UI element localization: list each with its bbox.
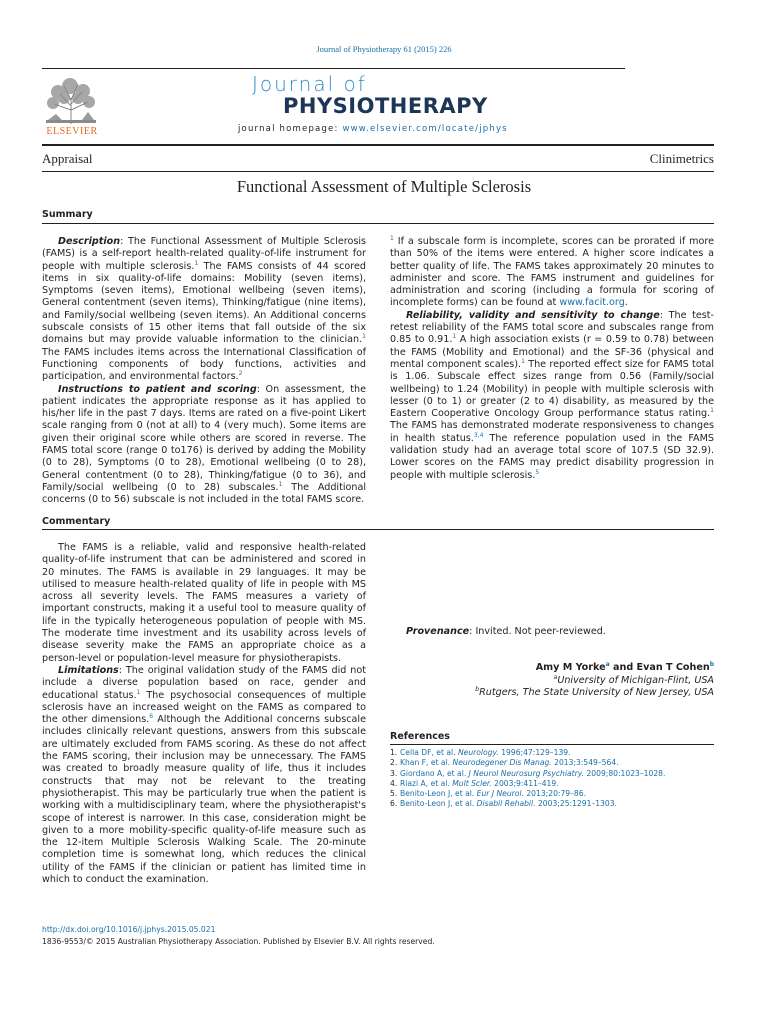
reliability-text-2: A high association exists (r = 0.59 to 0.78) between the FAMS (Mobility and Emotional) and the SF-36 (physical and mental component scales). — [390, 334, 714, 370]
reference-detail: 2009;80:1023–1028. — [584, 768, 666, 778]
author-1: Amy M Yorke — [535, 662, 606, 673]
doi-link[interactable]: http://dx.doi.org/10.1016/j.jphys.2015.05.021 — [42, 925, 216, 934]
reference-detail: 2003;25:1291–1303. — [535, 799, 617, 809]
reference-number: 5. — [390, 789, 398, 799]
reference-authors: Benito-Leon J, et al. — [400, 799, 477, 809]
journal-name: PHYSIOTHERAPY — [283, 94, 488, 118]
provenance-paragraph — [390, 626, 714, 638]
description-label: Description — [58, 236, 121, 247]
ref-1-link[interactable]: 1 — [452, 333, 457, 341]
reference-journal: Disabil Rehabil. — [476, 799, 536, 809]
masthead-divider — [42, 144, 714, 146]
reliability-text-3: The reported effect size for FAMS total is 1.06. Subscale effect sizes range from 0.56 (Family/social wellbeing) to 1.24 (Mobility) in people with multiple sclerosis with lesser (0 to 1) or greater (2 to 4) disability, as measured by the Eastern Cooperative Oncology Group performance status rating. — [390, 358, 714, 420]
author-2: and Evan T Cohen — [609, 662, 710, 673]
section-label-appraisal: Appraisal — [42, 151, 93, 166]
commentary-column-left — [42, 542, 366, 886]
instructions-text: : On assessment, the patient indicates the appropriate response as it has applied to his/her life in the past 7 days. Items are rated on a five-point Likert scale ranging from 0 (not at all) to 4 (very much). Some items are given their original score while others are scored in reverse. The FAMS total score (range 0 to176) is derived by adding the Mobility (0 to 28), Symptoms (0 to 28), Emotional wellbeing (0 to 28), General contentment (0 to 28), Thinking/fatigue (0 to 36), and Family/social wellbeing (0 to 28) subscales. — [42, 383, 366, 493]
publisher-name: ELSEVIER — [46, 126, 98, 137]
reliability-text: : The test-retest reliability of the FAMS total score and subscales range from 0.85 to 0.91. — [390, 309, 714, 346]
commentary-divider — [42, 529, 714, 530]
limitations-paragraph — [42, 665, 366, 886]
reliability-text-4: The FAMS has demonstrated moderate responsiveness to changes in health status. — [390, 420, 714, 444]
ref-2-link[interactable]: 2 — [238, 370, 243, 378]
ref-5-link[interactable]: 5 — [535, 468, 540, 476]
section-label-clinimetrics: Clinimetrics — [649, 151, 714, 166]
instructions-text-3: If a subscale form is incomplete, scores can be prorated if more than 50% of the items were entered. A higher score indicates a better quality of life. The FAMS takes approximately 20 minutes to administer and score. The FAMS instrument and guidelines for administration and scoring (including a formula for scoring of incomplete forms) can be found at — [390, 236, 714, 309]
description-paragraph — [42, 236, 366, 384]
header-divider — [42, 68, 625, 69]
ref-6-link[interactable]: 6 — [149, 713, 154, 721]
limitations-label: Limitations — [58, 664, 119, 676]
journal-of-label: Journal of — [252, 72, 367, 96]
reference-number: 2. — [390, 758, 398, 768]
reference-detail: 2013;20:79–86. — [523, 789, 586, 799]
ref-1-link[interactable]: 1 — [362, 333, 366, 341]
homepage-label: journal homepage: — [238, 124, 339, 134]
reference-detail: 1996;47:129–139. — [498, 748, 571, 757]
provenance-text: : Invited. Not peer-reviewed. — [469, 626, 606, 637]
affiliation-a-text: University of Michigan-Flint, USA — [557, 674, 714, 686]
commentary-heading: Commentary — [42, 516, 111, 527]
reference-item[interactable] — [390, 789, 714, 799]
homepage-link[interactable]: www.elsevier.com/locate/jphys — [342, 124, 508, 134]
journal-homepage — [238, 124, 508, 134]
affiliation-b-text: Rutgers, The State University of New Jersey, USA — [479, 687, 714, 698]
reference-authors: Giordano A, et al. — [400, 768, 469, 778]
reference-item[interactable] — [390, 779, 714, 789]
ref-1-link[interactable]: 1 — [194, 259, 199, 267]
facit-link[interactable]: www.facit.org — [559, 297, 625, 309]
reference-detail: 2003;9:411–419. — [491, 778, 559, 788]
article-title: Functional Assessment of Multiple Sclerosis — [236, 177, 532, 196]
references-heading: References — [390, 731, 450, 742]
reference-detail: 2013;3:549–564. — [551, 758, 619, 768]
reliability-label: Reliability, validity and sensitivity to change — [406, 309, 660, 321]
description-text-2: The FAMS consists of 44 scored items in six quality-of-life domains: Mobility (seven items), Symptoms (seven items), Emotional wellbeing (seven items), General contentment (seven items), Thinking/fatigue (nine items), and Family/social wellbeing (seven items). An Additional concerns subscale consists of 15 other items that fall outside of the six domains but may provide valuable information to the clinician. — [42, 260, 366, 346]
ref-1-link[interactable]: 1 — [136, 688, 141, 696]
limitations-text-2: The psychosocial consequences of multiple sclerosis have an increased weight on the FAMS as compared to the other dimensions. — [42, 689, 367, 726]
provenance-label: Provenance — [406, 626, 470, 637]
reference-journal: Neurology. — [457, 748, 499, 757]
ref-1-link[interactable]: 1 — [278, 480, 283, 488]
instructions-paragraph — [42, 384, 366, 507]
ref-1-link[interactable]: 1 — [390, 235, 394, 242]
instructions-continued: $^1$ If a subscale form is incomplete, scores can be prorated if more than 50% of the items were entered. A higher score indicates a better quality of life. The FAMS takes approximately 20 minutes to administer and score. The FAMS instrument and guidelines for administration and scoring (including a formula for scoring of incomplete forms) can be found at www.facit.org. — [390, 235, 714, 309]
instructions-text-2: The Additional concerns (0 to 56) subscale is not included in the total FAMS score. — [42, 481, 366, 506]
reference-item[interactable] — [390, 769, 714, 779]
references-divider — [390, 744, 714, 745]
ref-1-link[interactable]: 1 — [710, 407, 714, 415]
section-divider — [42, 171, 714, 172]
reliability-text-5: The reference population used in the FAMS validation study had an average total score of 107.5 (SD 32.9). Lower scores on the FAMS may predict disability progression in people with multiple sclerosis. — [390, 432, 714, 481]
journal-citation-link[interactable]: Journal of Physiotherapy 61 (2015) 226 — [316, 44, 452, 54]
instructions-label: Instructions to patient and scoring — [58, 383, 257, 395]
reference-journal: Neurodegener Dis Manag. — [452, 758, 552, 768]
author-names: Amy M Yorke$^a$ and Evan T Cohen$^b$ — [535, 661, 714, 673]
reference-authors: Benito-Leon J, et al. — [400, 789, 477, 799]
reference-item[interactable] — [390, 799, 714, 809]
affiliation-a: $^a$University of Michigan-Flint, USA — [553, 673, 714, 686]
reference-authors: Cella DF, et al. — [400, 748, 458, 757]
author-block — [475, 662, 714, 700]
reference-number: 1. — [390, 748, 398, 757]
summary-divider — [42, 223, 714, 224]
reference-authors: Khan F, et al. — [400, 758, 453, 768]
reliability-paragraph — [390, 310, 714, 482]
reference-number: 4. — [390, 778, 398, 788]
reference-journal: Mult Scler. — [452, 778, 492, 788]
summary-heading: Summary — [42, 209, 93, 220]
commentary-column-right — [390, 542, 714, 638]
summary-column-left — [42, 236, 366, 507]
references-list — [390, 748, 714, 810]
summary-column-right — [390, 236, 714, 482]
copyright-notice: 1836-9553/© 2015 Australian Physiotherapy Association. Published by Elsevier B.V. All rights reserved. — [42, 937, 435, 946]
limitations-text: : The original validation study of the FAMS did not include a diverse population based on race, gender and educational status. — [42, 664, 366, 701]
description-text-3: The FAMS includes items across the International Classification of Functioning components of body functions, activities and participation, and environmental factors. — [42, 346, 366, 383]
reference-authors: Riazi A, et al. — [400, 778, 453, 788]
reference-item[interactable] — [390, 748, 714, 758]
reference-number: 6. — [390, 799, 398, 809]
ref-1-link[interactable]: 1 — [521, 357, 525, 365]
ref-3-4-link[interactable]: 3,4 — [473, 431, 484, 439]
limitations-text-3: Although the Additional concerns subscale includes clinically relevant questions, answers from this subscale are ultimately excluded from FAMS scoring. As these do not affect the FAMS scoring, their inclusion may be unnecessary. The FAMS was created to broadly measure quality of life, thus it includes constructs that may not be relevant to the treating physiotherapist. This may be particularly true when the patient is working with a multidisciplinary team, where the physiotherapist's scope of interest is narrower. In this case, consideration might be given to a more mobility-specific quality-of-life measure such as the 12-item Multiple Sclerosis Walking Scale. The 20-minute completion time is somewhat long, which reduces the clinical utility of the FAMS if the clinician or patient has limited time in which to conduct the examination. — [42, 714, 366, 886]
description-text: : The Functional Assessment of Multiple Sclerosis (FAMS) is a self-report health-related quality-of-life instrument for people with multiple sclerosis. — [42, 236, 366, 272]
reference-journal: J Neurol Neurosurg Psychiatry. — [468, 768, 585, 778]
reference-item[interactable] — [390, 758, 714, 768]
affiliation-b: $^b$Rutgers, The State University of New Jersey, USA — [475, 686, 714, 698]
reference-number: 3. — [390, 768, 398, 778]
reference-journal: Eur J Neurol. — [476, 789, 524, 799]
commentary-paragraph: The FAMS is a reliable, valid and responsive health-related quality-of-life instrument that can be administered and scored in 20 minutes. The FAMS is available in 29 languages. It may be utilised to measure health-related quality of life in people with MS across all severity levels. The FAMS measures a variety of important constructs, making it a useful tool to measure quality of life in the typically heterogeneous population of people with MS. The moderate time investment and its usability across levels of disease severity make the FAMS an appropriate choice as a person-level or population-level measure for physiotherapists. — [42, 542, 366, 664]
